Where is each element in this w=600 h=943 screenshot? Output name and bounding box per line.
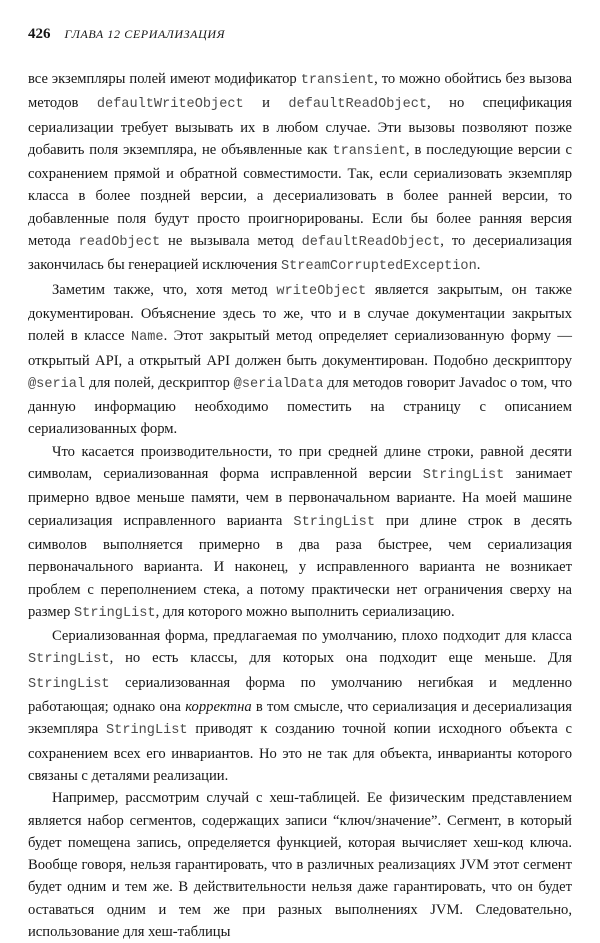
- text-run: все экземпляры полей имеют модификатор: [28, 71, 301, 87]
- code-term: defaultReadObject: [301, 235, 441, 251]
- emphasis: корректна: [185, 699, 252, 716]
- code-term: StreamCorruptedException: [280, 259, 477, 275]
- text-run: сериализованная форма по умолчанию негибкая и медленно работающая; однако она: [28, 674, 572, 716]
- text-run: в том смысле, что сериализация и десериализация экземпляра: [28, 699, 572, 738]
- text-run: является закрытым, он также документирован. Объяснение здесь то же, что и в случае документации закрытых полей в классе: [28, 281, 573, 345]
- text-run: Что касается производительности, то при средней длине строки, равной десяти символам, сериализованная форма исправленной версии: [28, 443, 572, 483]
- code-term: @serial: [28, 376, 86, 392]
- code-term: StringList: [293, 514, 375, 530]
- code-term: transient: [332, 143, 406, 159]
- code-term: defaultWriteObject: [96, 97, 244, 113]
- body-text: [28, 68, 572, 943]
- text-run: , но есть классы, для которых она подходит еще меньше. Для: [109, 650, 572, 667]
- text-run: , для которого можно выполнить сериализацию.: [155, 603, 455, 620]
- text-run: не вызывала метод: [160, 233, 302, 250]
- page-header: [28, 26, 572, 48]
- text-run: , то можно обойтись без вызова методов: [28, 71, 572, 112]
- code-term: StringList: [74, 605, 156, 621]
- text-run: для методов говорит Javadoc о том, что данную информацию необходимо поместить на страницу с описанием сериализованных форм.: [28, 374, 572, 438]
- code-term: StringList: [28, 652, 110, 668]
- code-term: StringList: [28, 676, 110, 692]
- paragraph: [28, 625, 572, 787]
- code-term: StringList: [422, 468, 505, 484]
- paragraph: [28, 787, 572, 943]
- code-term: StringList: [106, 723, 188, 739]
- paragraph: [28, 441, 572, 625]
- text-run: Сериализованная форма, предлагаемая по умолчанию, плохо подходит для класса: [52, 628, 572, 645]
- text-run: для полей, дескриптор: [85, 374, 234, 391]
- code-term: writeObject: [276, 283, 367, 299]
- book-page: [28, 26, 572, 943]
- running-title: ГЛАВА 12 СЕРИАЛИЗАЦИЯ: [64, 27, 226, 41]
- text-run: , но спецификация сериализации требует вызывать их в любом случае. Эти вызовы позволяют позже добавить поля экземпляра, не объявленные как: [28, 95, 572, 158]
- text-run: , в последующие версии с сохранением прямой и обратной совместимости. Так, если сериализовать экземпляр класса в более поздней версии, а десериализовать в более ранней версии, то добавленные поля будут просто проигнорированы. Если бы более ранняя версия метода: [28, 141, 572, 250]
- text-run: Заметим также, что, хотя метод: [52, 281, 277, 298]
- text-run: .: [476, 257, 481, 274]
- page-number: 426: [28, 26, 51, 42]
- paragraph: [28, 68, 572, 279]
- paragraph: [28, 279, 572, 441]
- text-run: Например, рассмотрим случай с хеш-таблицей. Ее физическим представлением является набор сегментов, содержащих записи “ключ/значение”. Сегмент, в который будет помещена запись, определяется функцией, которая вычисляет хеш-код ключа. Вообще говоря, нельзя гарантировать, что в различных реализациях JVM этот сегмент будет одним и тем же. В действительности нельзя даже гарантировать, что он будет оставаться одним и тем же при разных выполнениях JVM. Следовательно, использование для хеш-таблицы: [28, 790, 572, 940]
- text-run: при длине строк в десять символов выполняется примерно в два раза быстрее, чем сериализация первоначального варианта. И наконец, у исправленного варианта не возникает проблем с переполнением стека, а потому практически нет ограничения сверху на размер: [28, 512, 572, 620]
- code-term: Name: [130, 330, 164, 346]
- code-term: readObject: [78, 235, 161, 251]
- text-run: . Этот закрытый метод определяет сериализованную форму — открытый API, а открытый API должен быть документирован. Подобно дескриптору: [28, 328, 573, 369]
- code-term: transient: [300, 73, 375, 88]
- code-term: @serialData: [233, 376, 324, 392]
- text-run: занимает примерно вдвое меньше памяти, чем в первоначальном варианте. На моей машине сериализация исправленного варианта: [28, 466, 572, 529]
- code-term: defaultReadObject: [288, 97, 428, 113]
- text-run: и: [243, 95, 289, 112]
- text-run: приводят к созданию точной копии исходного объекта с сохранением всех его инвариантов. Но это не так для объекта, инварианты которого связаны с деталями реализации.: [28, 721, 573, 784]
- text-run: , то десериализация закончилась бы генерацией исключения: [28, 233, 572, 274]
